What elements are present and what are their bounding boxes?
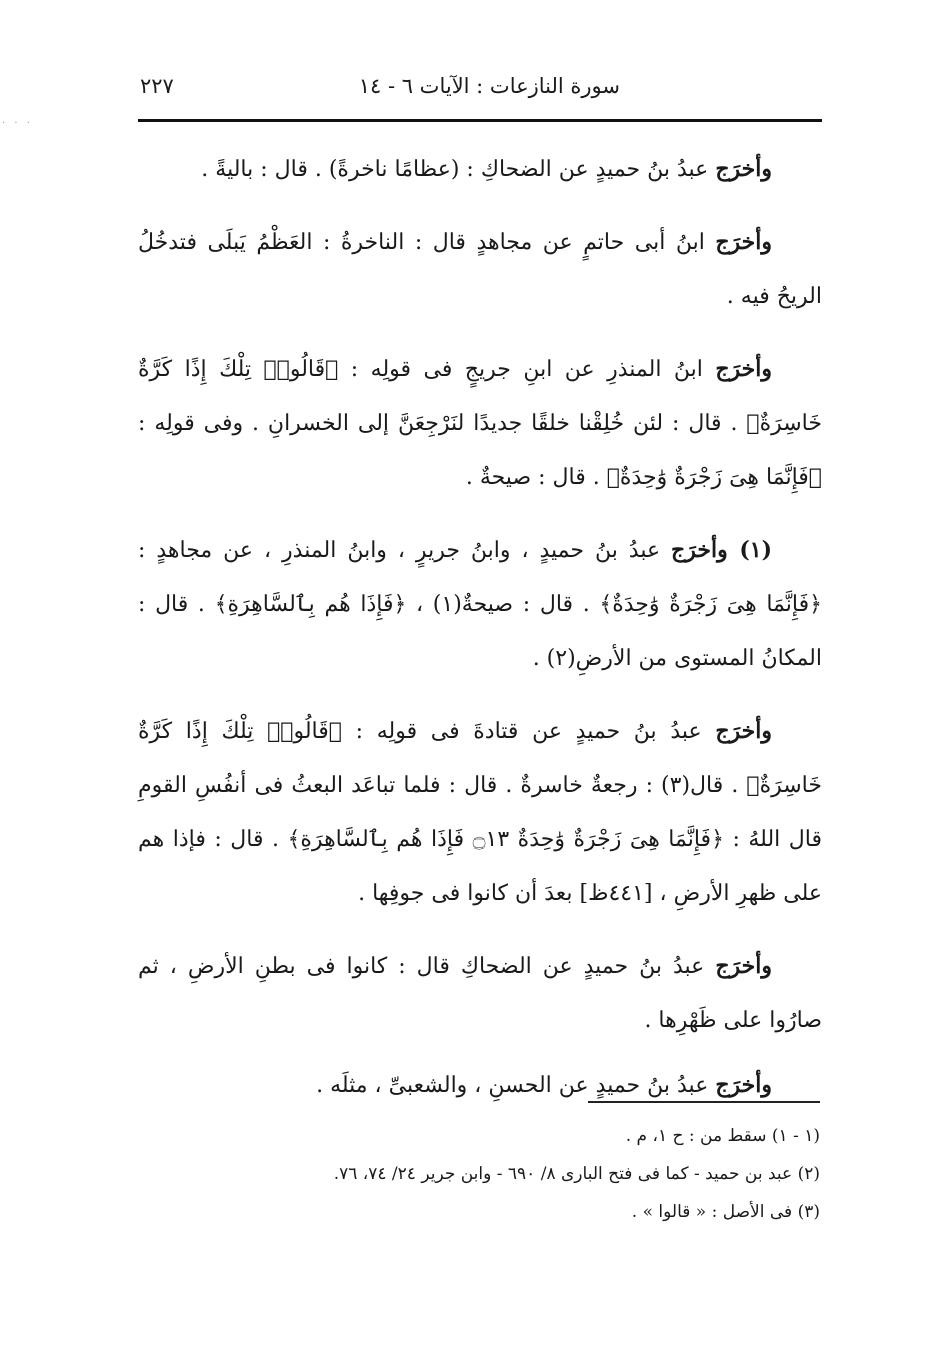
paragraph-lead: وأخرَج	[715, 953, 772, 979]
footnotes	[150, 1117, 820, 1231]
paragraph-5	[138, 704, 822, 921]
paragraph-6	[138, 939, 822, 1048]
paragraph-lead: وأخرَج	[715, 1072, 772, 1098]
scan-mark: · · ·	[2, 118, 33, 129]
paragraph-text: عبدُ بنُ حميدٍ عن الضحاكِ : (عظامًا ناخرةً) . قال : باليةً .	[201, 157, 716, 182]
page-number: ٢٢٧	[140, 74, 174, 98]
paragraph-3	[138, 342, 822, 505]
paragraph-text: عبدُ بنُ حميدٍ ، وابنُ جريرٍ ، وابنُ المنذرِ ، عن مجاهدٍ : ﴿فَإِنَّمَا هِىَ زَجْرَةٌ وَٰحِدَةٌ﴾ . قال : صيحةٌ(١) ، ﴿فَإِذَا هُم بِٱلسَّاهِرَةِ﴾ . قال : المكانُ المستوى من الأرضِ(٢) .	[138, 538, 822, 671]
running-title: سورة النازعات : الآيات ٦ - ١٤	[358, 74, 620, 98]
paragraph-4	[138, 523, 822, 686]
page-header	[140, 70, 820, 110]
main-text	[138, 142, 822, 1131]
paragraph-text: ابنُ أبى حاتمٍ عن مجاهدٍ قال : الناخرةُ : العَظْمُ يَبلَى فتدخُلُ الريحُ فيه .	[138, 230, 822, 309]
paragraph-text: عبدُ بنُ حميدٍ عن قتادةَ فى قولِه : ﴿قَالُوا۟ تِلْكَ إِذًا كَرَّةٌ خَاسِرَةٌ﴾ . قال(٣) : رجعةٌ خاسرةٌ . قال : فلما تباعَد البعثُ فى أنفُسِ القومِ قال اللهُ : ﴿فَإِنَّمَا هِىَ زَجْرَةٌ وَٰحِدَةٌ ۝١٣ فَإِذَا هُم بِٱلسَّاهِرَةِ﴾ . قال : فإذا هم على ظهرِ الأرضِ ، [٤٤١ظ] بعدَ أن كانوا فى جوفِها .	[138, 719, 822, 906]
paragraph-lead: وأخرَج	[715, 156, 772, 182]
paragraph-text: عبدُ بنُ حميدٍ عن الضحاكِ قال : كانوا فى بطنِ الأرضِ ، ثم صارُوا على ظَهْرِها .	[138, 954, 822, 1033]
paragraph-lead: وأخرَج	[715, 718, 772, 744]
paragraph-lead: وأخرَج	[715, 356, 772, 382]
paragraph-1	[138, 142, 822, 197]
paragraph-2	[138, 215, 822, 324]
paragraph-7	[138, 1058, 822, 1113]
header-rule	[138, 119, 822, 122]
footnote-rule	[588, 1101, 820, 1103]
paragraph-text: عبدُ بنُ حميدٍ عن الحسنِ ، والشعبىِّ ، مثلَه .	[316, 1073, 716, 1098]
footnote-2: (٢) عبد بن حميد - كما فى فتح البارى ٨/ ٦٩٠ - وابن جرير ٢٤/ ٧٤، ٧٦.	[333, 1164, 820, 1184]
footnote-1: (١ - ١) سقط من : ح ١، م .	[625, 1126, 820, 1146]
paragraph-text: ابنُ المنذرِ عن ابنِ جريجٍ فى قولِه : ﴿قَالُوا۟ تِلْكَ إِذًا كَرَّةٌ خَاسِرَةٌ﴾ . قال : لئن خُلِقْنا خلقًا جديدًا لنَرْجِعَنَّ إلى الخسرانِ . وفى قولِه : ﴿فَإِنَّمَا هِىَ زَجْرَةٌ وَٰحِدَةٌ﴾ . قال : صيحةٌ .	[138, 357, 822, 490]
footnote-3: (٣) فى الأصل : « قالوا » .	[631, 1202, 820, 1222]
paragraph-lead: وأخرَج	[715, 229, 772, 255]
paragraph-lead: (١) وأخرَج	[671, 537, 772, 563]
